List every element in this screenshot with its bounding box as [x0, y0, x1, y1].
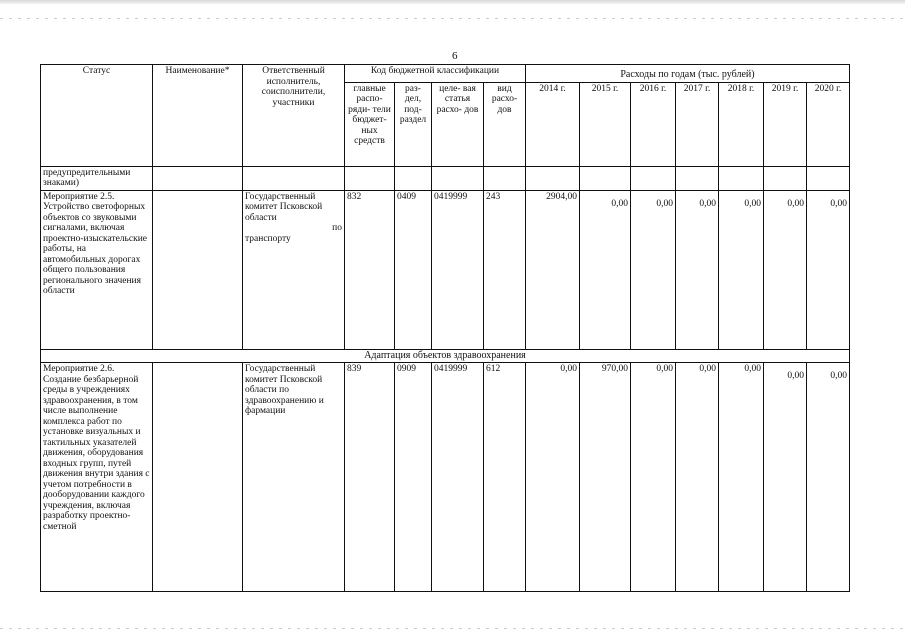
row-value-2014: 2904,00: [526, 190, 580, 349]
header-year-2015: 2015 г.: [580, 82, 631, 166]
section-row: [41, 349, 850, 363]
row-name: [153, 363, 243, 592]
row-rzpr: 0909: [395, 363, 432, 592]
page-number: 6: [452, 50, 458, 62]
header-year-2020: 2020 г.: [807, 82, 850, 166]
header-row-1: [41, 65, 850, 83]
responsible-main: Государственный комитет Псковской области: [245, 191, 323, 223]
continuation-row: [41, 166, 850, 190]
row-status: Мероприятие 2.5. Устройство светофорных объектов со звуковыми сигналами, включая проектно-изыскательские работы, на автомобильных дорогах общего пользования регионального значения области: [41, 190, 153, 349]
header-vr: вид расхо- дов: [484, 82, 526, 166]
row-value-2019: 0,00: [764, 363, 807, 592]
row-value-2020: 0,00: [807, 363, 850, 592]
row-value-2016: 0,00: [631, 190, 676, 349]
budget-table: [40, 64, 850, 592]
scan-edge: [0, 0, 905, 4]
header-budget-code: Код бюджетной классификации: [345, 65, 526, 83]
row-value-2017: 0,00: [676, 363, 719, 592]
row-value-2015: 0,00: [580, 190, 631, 349]
section-title: Адаптация объектов здравоохранения: [41, 349, 850, 363]
row-vr: 612: [484, 363, 526, 592]
row-value-2018: 0,00: [719, 190, 764, 349]
header-year-2018: 2018 г.: [719, 82, 764, 166]
responsible-tail: транспорту: [245, 233, 291, 244]
row-rzpr: 0409: [395, 190, 432, 349]
row-responsible: [243, 190, 345, 349]
header-name: Наименование*: [153, 65, 243, 167]
row-value-2017: 0,00: [676, 190, 719, 349]
row-csr: 0419999: [432, 363, 484, 592]
row-csr: 0419999: [432, 190, 484, 349]
header-year-2014: 2014 г.: [526, 82, 580, 166]
row-grbs: 839: [345, 363, 395, 592]
row-grbs: 832: [345, 190, 395, 349]
table-row: [41, 190, 850, 349]
header-csr: целе- вая статья расхо- дов: [432, 82, 484, 166]
row-value-2019: 0,00: [764, 190, 807, 349]
row-value-2018: 0,00: [719, 363, 764, 592]
header-expenses: Расходы по годам (тыс. рублей): [526, 65, 850, 83]
row-value-2016: 0,00: [631, 363, 676, 592]
continuation-status: предупредительными знаками): [41, 166, 153, 190]
header-year-2019: 2019 г.: [764, 82, 807, 166]
row-value-2014: 0,00: [526, 363, 580, 592]
header-year-2017: 2017 г.: [676, 82, 719, 166]
row-name: [153, 190, 243, 349]
table-row: [41, 363, 850, 592]
row-responsible: Государственный комитет Псковской области по здравоохранению и фармации: [243, 363, 345, 592]
header-rzpr: раз- дел, под- раздел: [395, 82, 432, 166]
row-value-2015: 970,00: [580, 363, 631, 592]
row-value-2020: 0,00: [807, 190, 850, 349]
header-grbs: главные распо- ряди- тели бюджет- ных средств: [345, 82, 395, 166]
responsible-word: по: [332, 223, 342, 233]
row-status: Мероприятие 2.6. Создание безбарьерной среды в учреждениях здравоохранения, в том числе выполнение комплекса работ по установке визуальных и тактильных указателей движения, оборудования входных групп, путей движения внутри здания с учетом потребности в дооборудовании каждого учреждения, включая разработку проектно-сметной: [41, 363, 153, 592]
scan-artifact-top: [0, 18, 905, 19]
header-status: Статус: [41, 65, 153, 167]
scan-artifact-bottom: [0, 628, 905, 629]
header-year-2016: 2016 г.: [631, 82, 676, 166]
header-responsible: Ответственный исполнитель, соисполнители, участники: [243, 65, 345, 167]
row-vr: 243: [484, 190, 526, 349]
